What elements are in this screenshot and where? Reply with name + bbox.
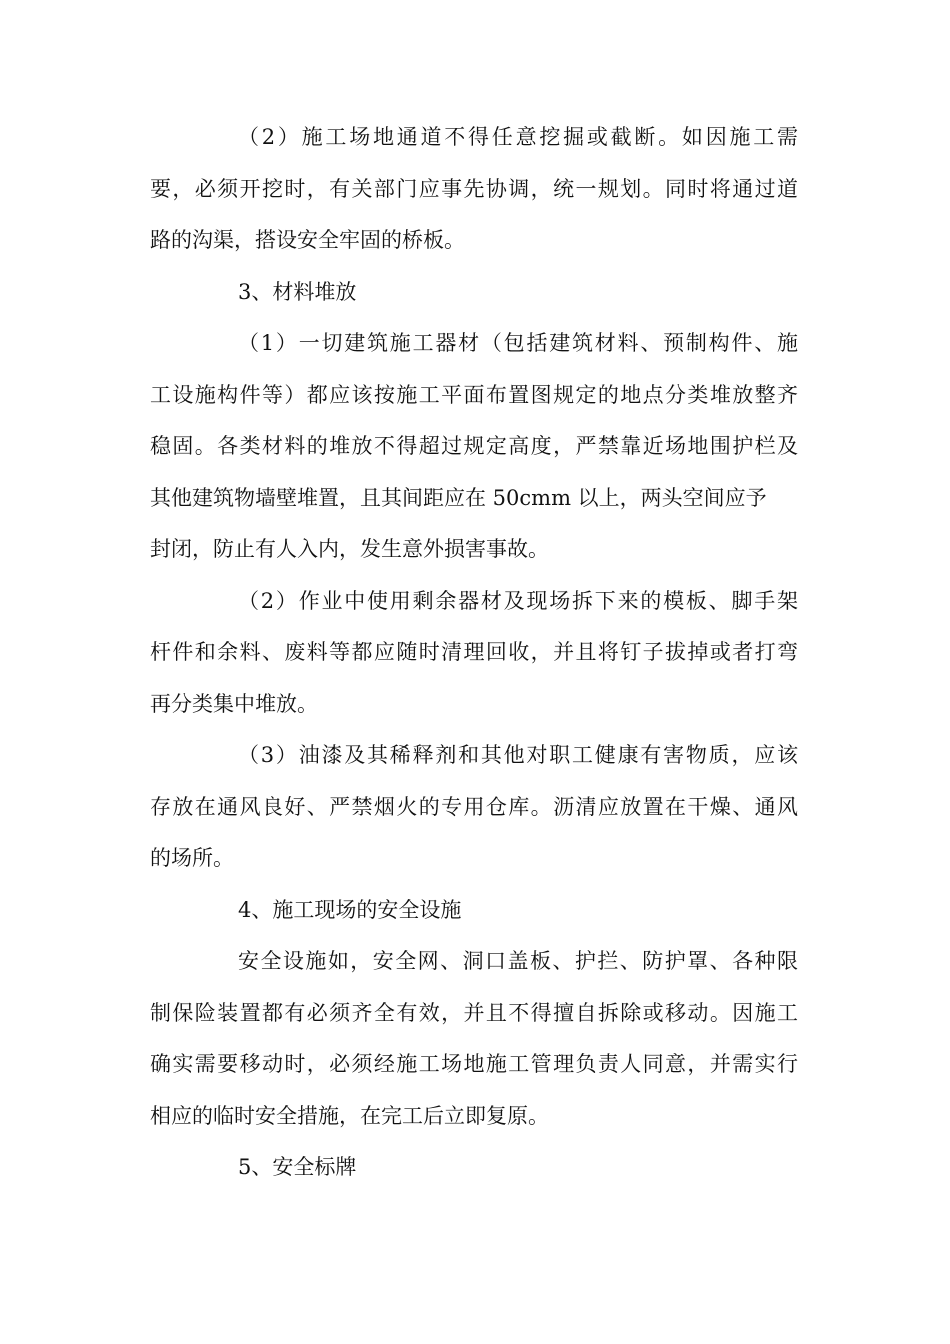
paragraph-line: （3）油漆及其稀释剂和其他对职工健康有害物质，应该: [238, 743, 798, 767]
paragraph-line: （2）作业中使用剩余器材及现场拆下来的模板、脚手架: [238, 588, 798, 613]
paragraph-line: 要，必须开挖时，有关部门应事先协调，统一规划。同时将通过道: [150, 176, 798, 201]
section-heading: 4、施工现场的安全设施: [238, 897, 462, 922]
paragraph-line: 存放在通风良好、严禁烟火的专用仓库。沥清应放置在干燥、通风: [150, 794, 798, 819]
paragraph-line: 相应的临时安全措施，在完工后立即复原。: [150, 1103, 549, 1128]
paragraph-line: （1）一切建筑施工器材（包括建筑材料、预制构件、施: [238, 331, 798, 355]
document-body: [150, 112, 798, 1194]
paragraph-line: 再分类集中堆放。: [150, 691, 318, 716]
paragraph-line: 的场所。: [150, 846, 234, 870]
section-heading: 5、安全标牌: [238, 1155, 357, 1179]
paragraph-line: 制保险装置都有必须齐全有效，并且不得擅自拆除或移动。因施工: [150, 1000, 798, 1025]
paragraph-line: 其他建筑物墙壁堆置，且其间距应在 50cmm 以上，两头空间应予: [150, 485, 767, 510]
paragraph-line: 安全设施如，安全网、洞口盖板、护拦、防护罩、各种限: [238, 949, 798, 973]
paragraph-line: 杆件和余料、废料等都应随时清理回收，并且将钉子拔掉或者打弯: [150, 640, 798, 664]
section-heading: 3、材料堆放: [238, 279, 357, 304]
paragraph-line: 路的沟渠，搭设安全牢固的桥板。: [150, 228, 465, 252]
paragraph-line: 工设施构件等）都应该按施工平面布置图规定的地点分类堆放整齐: [150, 382, 798, 407]
paragraph-line: （2）施工场地通道不得任意挖掘或截断。如因施工需: [238, 125, 798, 149]
paragraph-line: 稳固。各类材料的堆放不得超过规定高度，严禁靠近场地围护栏及: [150, 434, 798, 458]
paragraph-line: 封闭，防止有人入内，发生意外损害事故。: [150, 537, 549, 561]
paragraph-line: 确实需要移动时，必须经施工场地施工管理负责人同意，并需实行: [150, 1052, 798, 1076]
